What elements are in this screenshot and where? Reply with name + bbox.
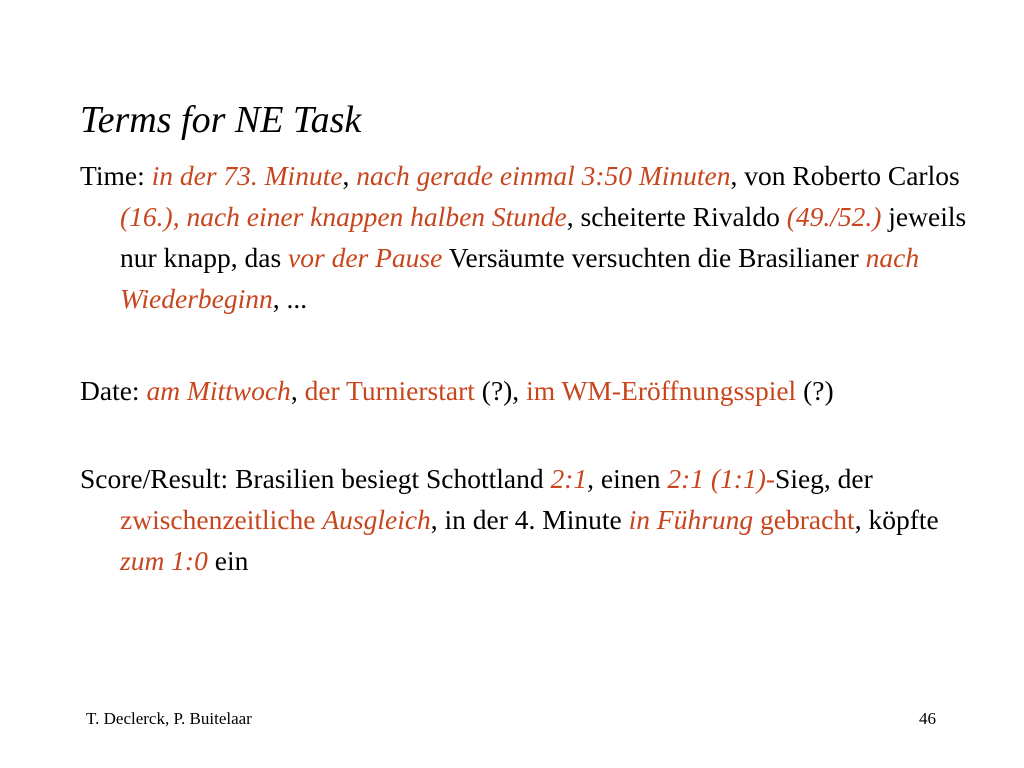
score-term: zwischenzeitliche <box>120 504 316 535</box>
score-text: , in der 4. Minute <box>430 504 629 535</box>
score-text: Sieg, der <box>775 463 873 494</box>
time-term: (49./52.) <box>786 201 882 232</box>
time-paragraph <box>80 155 970 319</box>
slide-title: Terms for NE Task <box>80 99 362 141</box>
date-paragraph <box>80 370 970 411</box>
date-term: am Mittwoch <box>146 375 291 406</box>
score-term: 2:1 <box>550 463 588 494</box>
time-text: , von Roberto Carlos <box>730 160 960 191</box>
time-text: jeweils nur knapp, das <box>120 201 967 273</box>
page-number: 46 <box>919 709 936 728</box>
score-term: zum 1:0 <box>120 545 208 576</box>
score-text: Brasilien besiegt Schottland <box>235 463 551 494</box>
time-term: vor der Pause <box>288 242 443 273</box>
date-term: der Turnierstart <box>304 375 475 406</box>
score-term: in Führung <box>628 504 754 535</box>
time-text: , <box>342 160 357 191</box>
score-text: ein <box>207 545 249 576</box>
time-term: nach gerade einmal 3:50 Minuten <box>356 160 731 191</box>
date-text: (?), <box>474 375 527 406</box>
time-term: (16.), nach einer knappen halben Stunde <box>120 201 567 232</box>
time-text: , scheiterte Rivaldo <box>566 201 787 232</box>
time-text: , ... <box>272 283 308 314</box>
time-text: Versäumte versuchten die Brasilianer <box>442 242 866 273</box>
score-text: , köpfte <box>854 504 939 535</box>
score-text <box>753 504 760 535</box>
score-label: Score/Result: <box>80 463 236 494</box>
time-term: in der 73. Minute <box>151 160 343 191</box>
date-label: Date: <box>80 375 147 406</box>
score-paragraph <box>80 458 970 581</box>
score-term: gebracht <box>760 504 855 535</box>
score-text: , einen <box>587 463 668 494</box>
date-text: (?) <box>796 375 834 406</box>
score-term: 2:1 (1:1)- <box>667 463 776 494</box>
date-text: , <box>290 375 305 406</box>
footer-authors: T. Declerck, P. Buitelaar <box>86 709 252 728</box>
time-term: nach Wiederbeginn <box>120 242 920 314</box>
time-label: Time: <box>80 160 152 191</box>
score-term: Ausgleich <box>322 504 431 535</box>
date-term: im WM-Eröffnungsspiel <box>526 375 797 406</box>
